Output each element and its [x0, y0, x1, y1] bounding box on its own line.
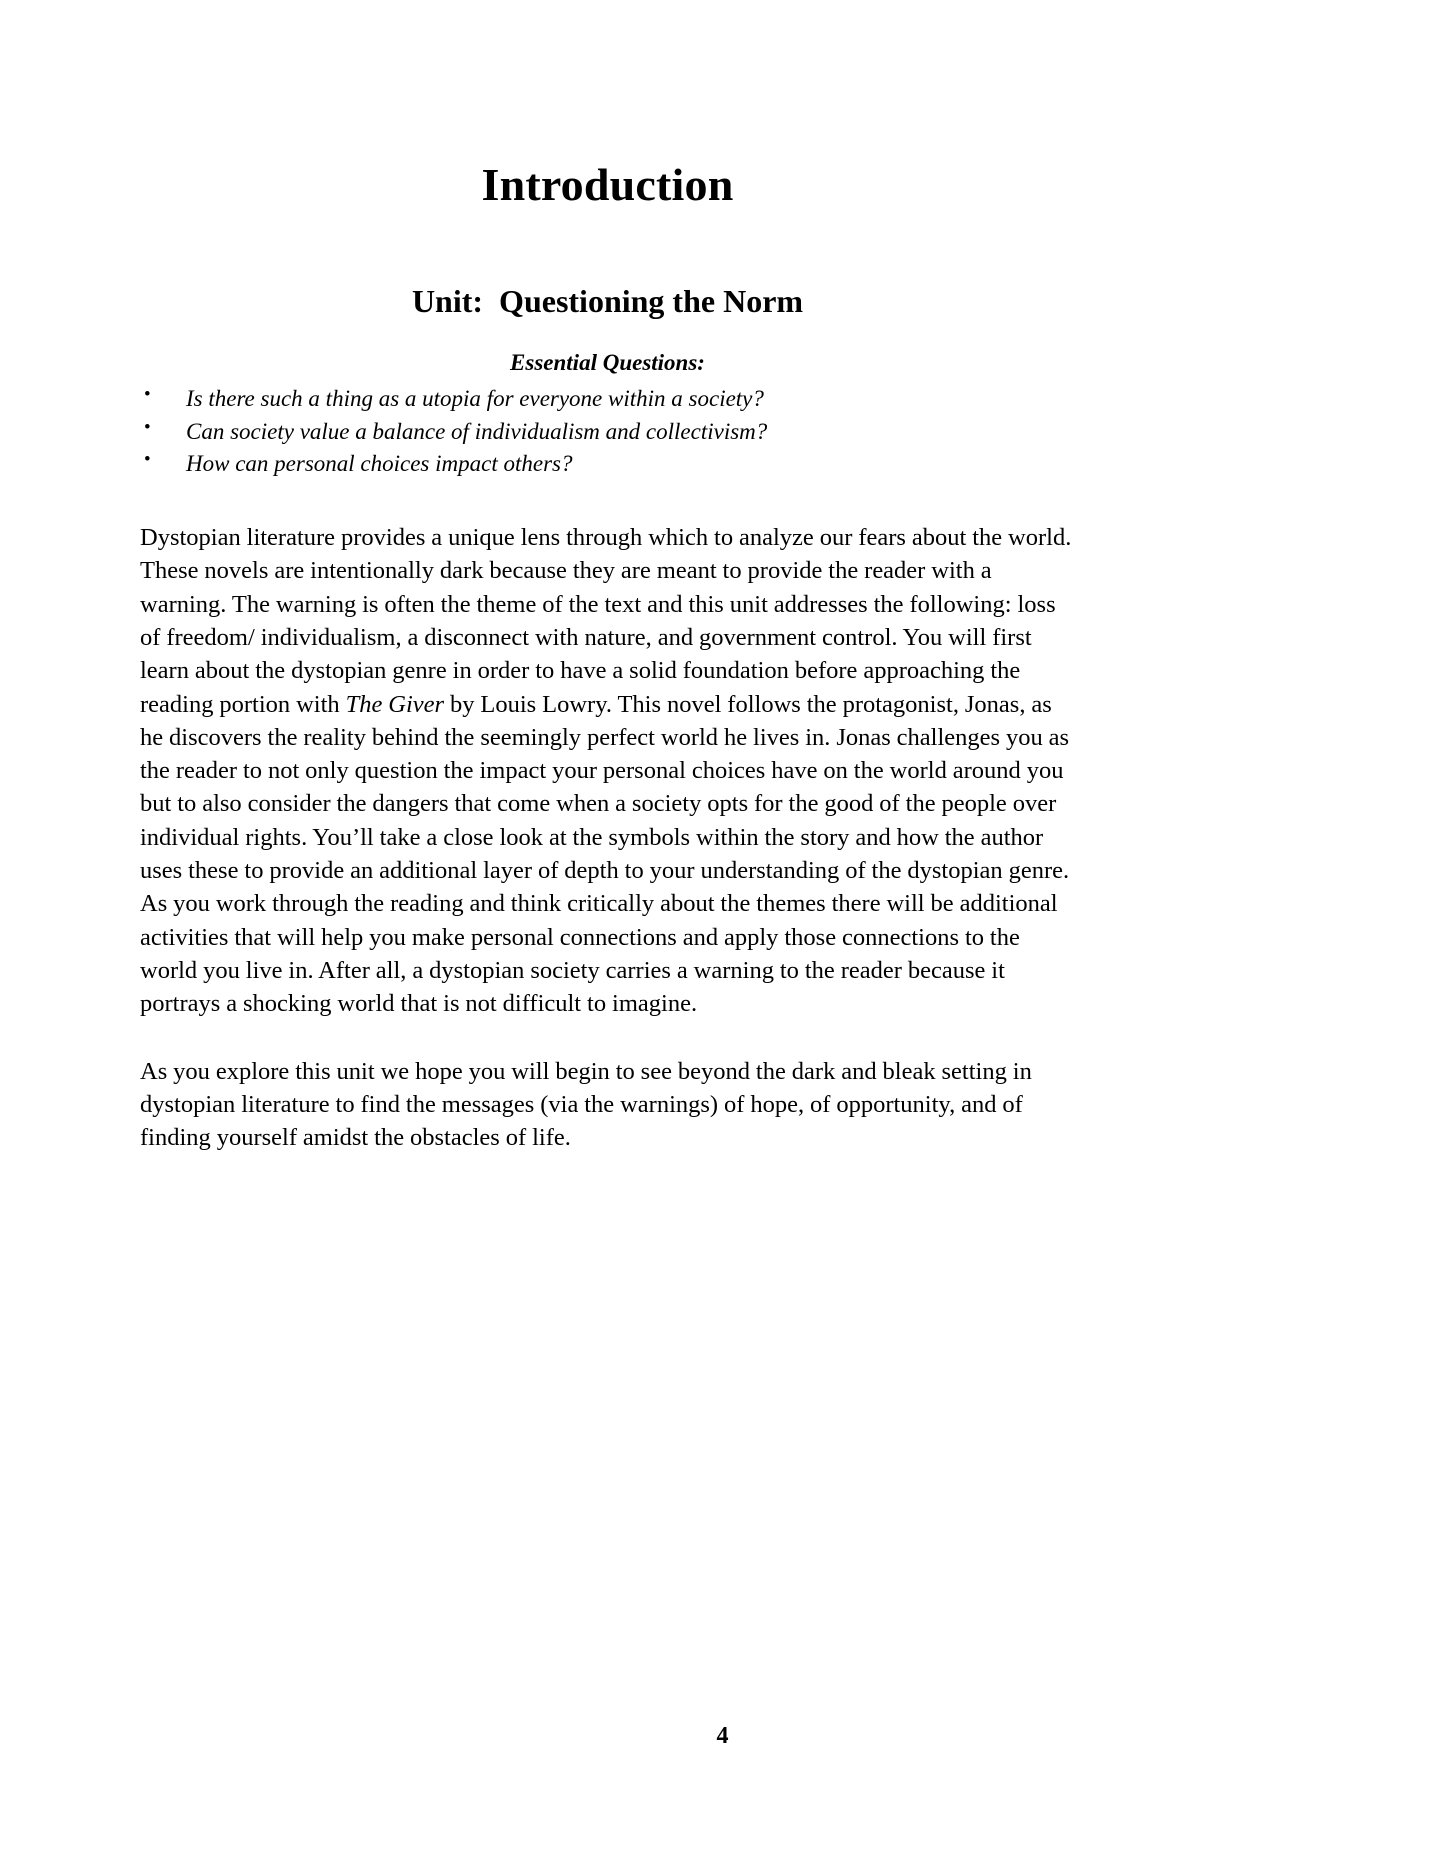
paragraph-text-segment: by Louis Lowry. This novel follows the protagonist, Jonas, as he discovers the reality behind the seemingly perfect world he lives in. Jonas challenges you as the reader to not only question the impact your personal choices have on the world around you but to also consider the dangers that come when a society opts for the good of the people over individual rights. You’ll take a close look at the symbols within the story and how the author uses these to provide an additional layer of depth to your understanding of the dystopian genre. As you work through the reading and think critically about the themes there will be additional activities that will help you make personal connections and apply those connections to the world you live in. After all, a dystopian society carries a warning to the reader because it portrays a shocking world that is not difficult to imagine. — [140, 690, 1070, 1018]
list-item-text: How can personal choices impact others? — [186, 451, 573, 477]
body-paragraph-2: As you explore this unit we hope you will begin to see beyond the dark and bleak setting in dystopian literature to find the messages (via the warnings) of hope, of opportunity, and of finding yourself amidst the obstacles of life. — [140, 1057, 1032, 1152]
bullet-icon: • — [144, 416, 151, 438]
list-item-text: Can society value a balance of individualism and collectivism? — [186, 418, 768, 444]
list-item — [140, 416, 1075, 449]
page-number: 4 — [716, 1723, 729, 1749]
essential-questions-heading: Essential Questions: — [510, 350, 705, 376]
list-item — [140, 448, 1075, 481]
paragraph-text-segment: Dystopian literature provides a unique lens through which to analyze our fears about the world. These novels are intentionally dark because they are meant to provide the reader with a warning. The warning is often the theme of the text and this unit addresses the following: loss of freedom/ individualism, a disconnect with nature, and government control. You will first learn about the dystopian genre in order to have a solid foundation before approaching the reading portion with — [140, 523, 1072, 718]
essential-questions-list — [140, 383, 1075, 481]
page-title: Introduction — [481, 159, 734, 210]
book-title-the-giver: The Giver — [345, 690, 445, 718]
list-item-text: Is there such a thing as a utopia for everyone within a society? — [186, 385, 764, 411]
bullet-icon: • — [144, 449, 151, 471]
page-content — [140, 0, 1075, 1155]
unit-heading: Unit: Questioning the Norm — [411, 282, 804, 319]
bullet-icon: • — [144, 383, 151, 405]
body-paragraph-1 — [140, 481, 1075, 1021]
list-item — [140, 383, 1075, 416]
